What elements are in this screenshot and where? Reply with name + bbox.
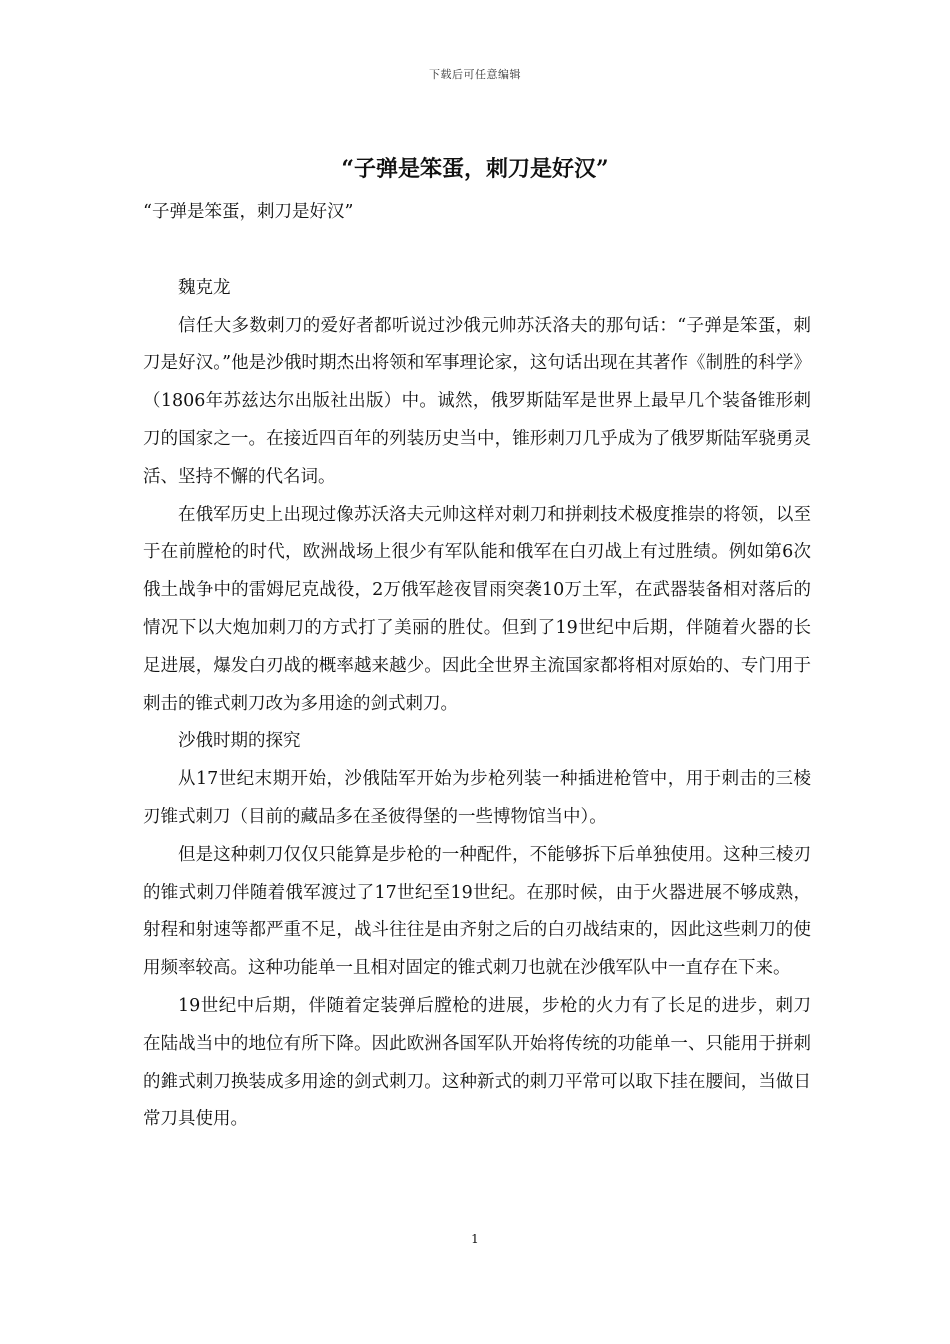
body-paragraph: 19世纪中后期，伴随着定装弹后膛枪的进展，步枪的火力有了长足的进步，刺刀在陆战当中的地位有所下降。因此欧洲各国军队开始将传统的功能单一、只能用于拼刺的錐式刺刀换装成多用途的剑式刺刀。这种新式的刺刀平常可以取下挂在腰间，当做日常刀具使用。 <box>143 995 811 1130</box>
body-paragraph: 但是这种刺刀仅仅只能算是步枪的一种配件，不能够拆下后单独使用。这种三棱刃的锥式刺刀伴随着俄军渡过了17世纪至19世纪。在那时候，由于火器进展不够成熟，射程和射速等都严重不足，战斗往往是由齐射之后的白刃战结束的，因此这些刺刀的使用频率较高。这种功能单一且相对固定的锥式刺刀也就在沙俄军队中一直存在下来。 <box>143 844 811 979</box>
body-paragraph: 信任大多数刺刀的爱好者都听说过沙俄元帅苏沃洛夫的那句话：“子弹是笨蛋，刺刀是好汉。”他是沙俄时期杰出将领和军事理论家，这句话出现在其著作《制胜的科学》（1806年苏兹达尔出版社出版）中。诚然，俄罗斯陆军是世界上最早几个装备锥形刺刀的国家之一。在接近四百年的列装历史当中，锥形刺刀几乎成为了俄罗斯陆军骁勇灵活、坚持不懈的代名词。 <box>143 315 811 487</box>
document-title: “子弹是笨蛋，刺刀是好汉” <box>341 156 609 182</box>
body-paragraph: 从17世纪末期开始，沙俄陆军开始为步枪列装一种插进枪管中，用于刺击的三棱刃锥式刺刀（目前的藏品多在圣彼得堡的一些博物馆当中）。 <box>143 769 811 827</box>
author-name: 魏克龙 <box>178 277 231 298</box>
document-subtitle: “子弹是笨蛋，刺刀是好汉” <box>143 202 354 222</box>
body-paragraph: 在俄军历史上出现过像苏沃洛夫元帅这样对刺刀和拼刺技术极度推崇的将领，以至于在前膛枪的时代，欧洲战场上很少有军队能和俄军在白刃战上有过胜绩。例如第6次俄土战争中的雷姆尼克战役，2万俄军趁夜冒雨突袭10万土军，在武器装备相对落后的情况下以大炮加刺刀的方式打了美丽的胜仗。但到了19世纪中后期，伴随着火器的长足进展，爆发白刃战的概率越来越少。因此全世界主流国家都将相对原始的、专门用于刺击的锥式刺刀改为多用途的剑式刺刀。 <box>143 504 811 714</box>
document-body <box>143 194 811 1139</box>
page-header: 下载后可任意编辑 <box>429 68 521 81</box>
page-number: 1 <box>471 1232 479 1246</box>
section-heading: 沙俄时期的探究 <box>178 731 301 752</box>
